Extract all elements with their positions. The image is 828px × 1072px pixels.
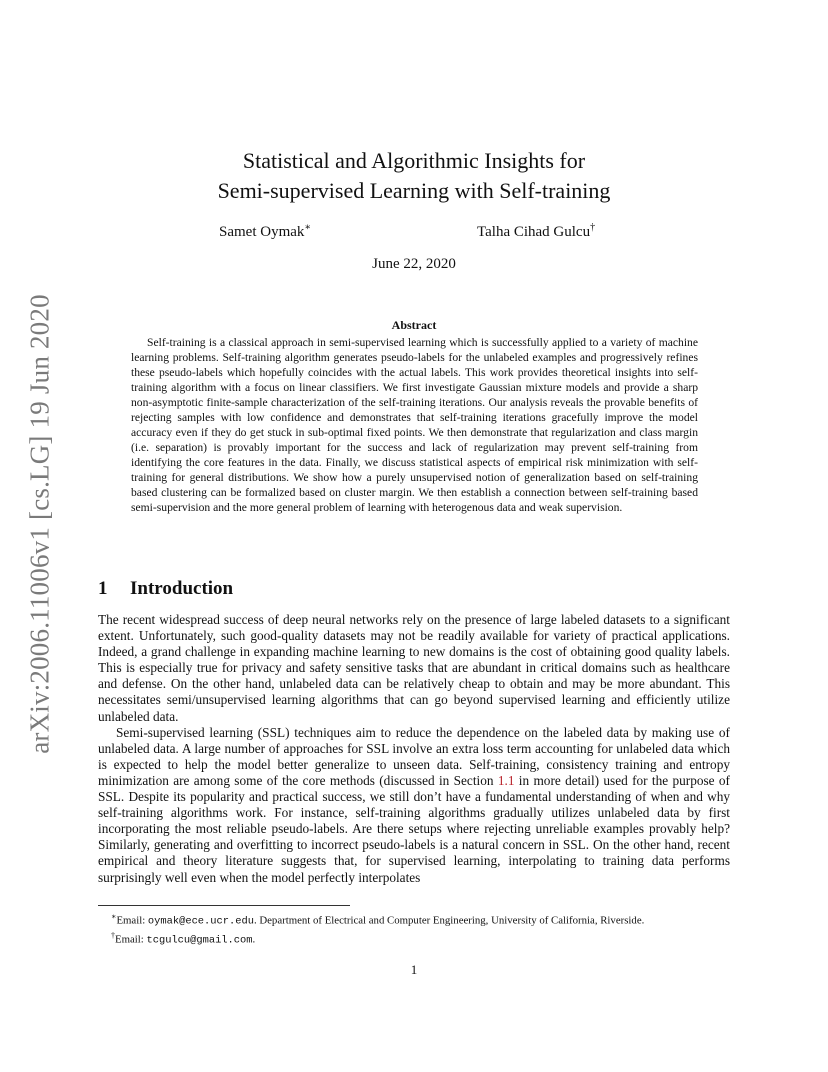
section-heading — [98, 578, 233, 600]
footnote-2-email: tcgulcu@gmail.com — [146, 934, 253, 947]
abstract-heading: Abstract — [391, 318, 437, 332]
author-2-footnote-mark: † — [590, 222, 596, 233]
title-line-1: Statistical and Algorithmic Insights for — [242, 148, 586, 173]
footnote-1-label: Email: — [116, 914, 148, 927]
section-number: 1 — [98, 578, 108, 599]
footnote-2-end: . — [252, 933, 256, 946]
publication-date: June 22, 2020 — [372, 256, 456, 272]
footnote-1-mark: ∗ — [111, 912, 117, 921]
page-number: 1 — [410, 962, 418, 977]
section-reference-link[interactable]: 1.1 — [497, 772, 515, 788]
author-1-name: Samet Oymak — [219, 224, 305, 240]
intro-paragraph-2-text-a: Semi-supervised learning (SSL) techniques aim to reduce the dependence on the labeled data by making use of unlabeled data. A large number of approaches for SSL involve an extra loss term accounting for unlabeled data which is expected to help the model better generalize to unseen data. Self-training, consistency training and entropy minimization are among some of the core methods (discussed in Section — [98, 724, 730, 788]
footnote-2-label: Email: — [115, 933, 147, 946]
footnotes — [111, 910, 644, 947]
arxiv-identifier-stamp — [20, 290, 60, 758]
arxiv-identifier-text: arXiv:2006.11006v1 [cs.LG] 19 Jun 2020 — [24, 294, 55, 754]
abstract-body — [131, 335, 698, 515]
paper-title — [150, 146, 678, 206]
author-1-footnote-mark: ∗ — [304, 222, 312, 233]
title-line-2: Semi-supervised Learning with Self-training — [217, 178, 611, 203]
author-2 — [477, 222, 595, 241]
author-2-name: Talha Cihad Gulcu — [477, 224, 591, 240]
intro-paragraph-1: The recent widespread success of deep neural networks rely on the presence of large labeled datasets to a significant extent. Unfortunately, such good-quality datasets may not be readily available for variety of practical applications. Indeed, a grand challenge in expanding machine learning to new domains is the cost of obtaining good quality labels. This is especially true for privacy and safety sensitive tasks that are abundant in critical domains such as healthcare and defense. On the other hand, unlabeled data can be relatively cheap to obtain and may be more abundant. This necessitates semi/unsupervised learning algorithms that can go beyond supervised learning and efficiently utilize unlabeled data. — [98, 612, 730, 724]
intro-paragraph-2 — [98, 725, 730, 886]
footnote-2-mark: † — [111, 930, 115, 940]
intro-paragraph-2-text-b: in more detail) used for the purpose of SSL. Despite its popularity and practical success, we still don’t have a fundamental understanding of when and why self-training algorithms work. For instance, self-training algorithms gradually utilizes unlabeled data by first incorporating the most reliable pseudo-labels. Are there setups where rejecting unreliable examples provably help? Similarly, generating and overfitting to incorrect pseudo-labels is a natural concern in SSL. On the other hand, recent empirical and theory literature suggests that, for supervised learning, interpolating to training data performs surprisingly well even when the model perfectly interpolates — [98, 772, 730, 885]
author-1 — [219, 222, 311, 241]
footnote-1 — [111, 910, 644, 929]
footnote-divider — [98, 905, 350, 906]
introduction-body — [98, 612, 730, 886]
footnote-1-affiliation: . Department of Electrical and Computer Engineering, University of California, Riverside. — [253, 914, 645, 927]
abstract-text: Self-training is a classical approach in semi-supervised learning which is successfully applied to a variety of machine learning problems. Self-training algorithm generates pseudo-labels for the unlabeled examples and progressively refines these pseudo-labels which hopefully coincides with the actual labels. This work provides theoretical insights into self-training algorithm with a focus on linear classifiers. We first investigate Gaussian mixture models and provide a sharp non-asymptotic finite-sample characterization of the self-training iterations. Our analysis reveals the provable benefits of rejecting samples with low confidence and demonstrates that self-training iterations gracefully improve the model accuracy even if they do get stuck in sub-optimal fixed points. We then demonstrate that regularization and class margin (i.e. separation) is provably important for the success and lack of regularization may prevent self-training from identifying the core features in the data. Finally, we discuss statistical aspects of empirical risk minimization with self-training for general distributions. We show how a purely unsupervised notion of generalization based on self-training based clustering can be formalized based on cluster margin. We then establish a connection between self-training based semi-supervision and the more general problem of learning with heterogenous data and weak supervision. — [131, 336, 698, 514]
footnote-1-email: oymak@ece.ucr.edu — [147, 915, 254, 928]
footnote-2 — [111, 929, 644, 948]
section-title: Introduction — [130, 578, 234, 599]
